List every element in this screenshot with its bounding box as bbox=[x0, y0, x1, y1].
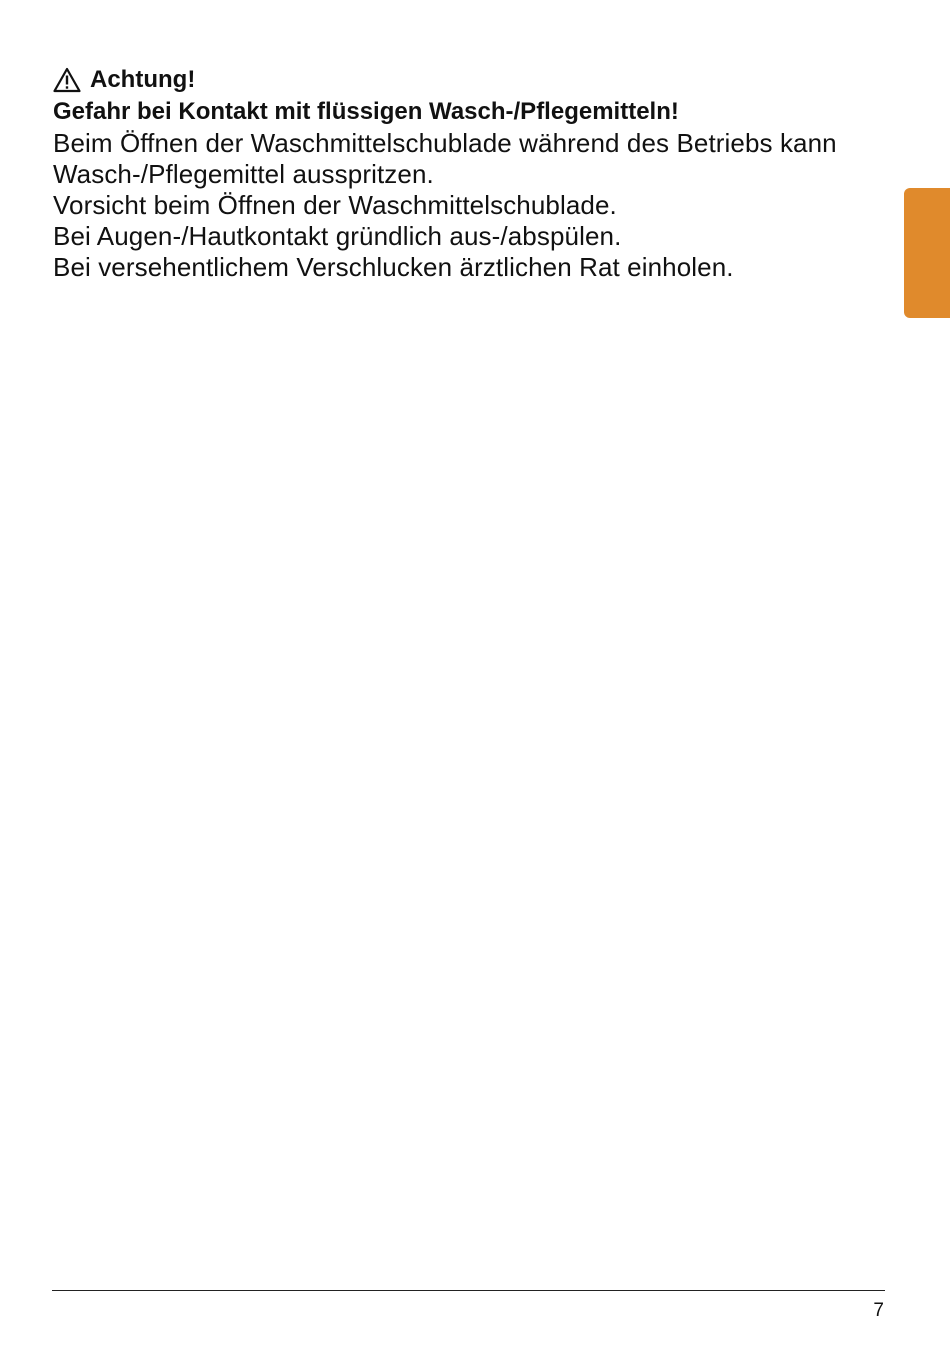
warning-line: Bei versehentlichem Verschlucken ärztlichen Rat einholen. bbox=[53, 252, 734, 282]
warning-triangle-icon bbox=[53, 67, 81, 93]
warning-line: Bei Augen-/Hautkontakt gründlich aus-/abspülen. bbox=[53, 221, 622, 251]
warning-title: Achtung! bbox=[90, 66, 196, 93]
section-side-tab bbox=[904, 188, 950, 318]
page-number: 7 bbox=[873, 1300, 884, 1321]
warning-line: Wasch-/Pflegemittel ausspritzen. bbox=[53, 159, 434, 189]
warning-heading bbox=[53, 64, 893, 96]
footer-divider bbox=[52, 1290, 885, 1291]
warning-subtitle: Gefahr bei Kontakt mit flüssigen Wasch-/Pflegemitteln! bbox=[53, 98, 679, 125]
warning-section bbox=[53, 64, 893, 283]
warning-line: Vorsicht beim Öffnen der Waschmittelschublade. bbox=[53, 190, 617, 220]
warning-line: Beim Öffnen der Waschmittelschublade während des Betriebs kann bbox=[53, 128, 837, 158]
